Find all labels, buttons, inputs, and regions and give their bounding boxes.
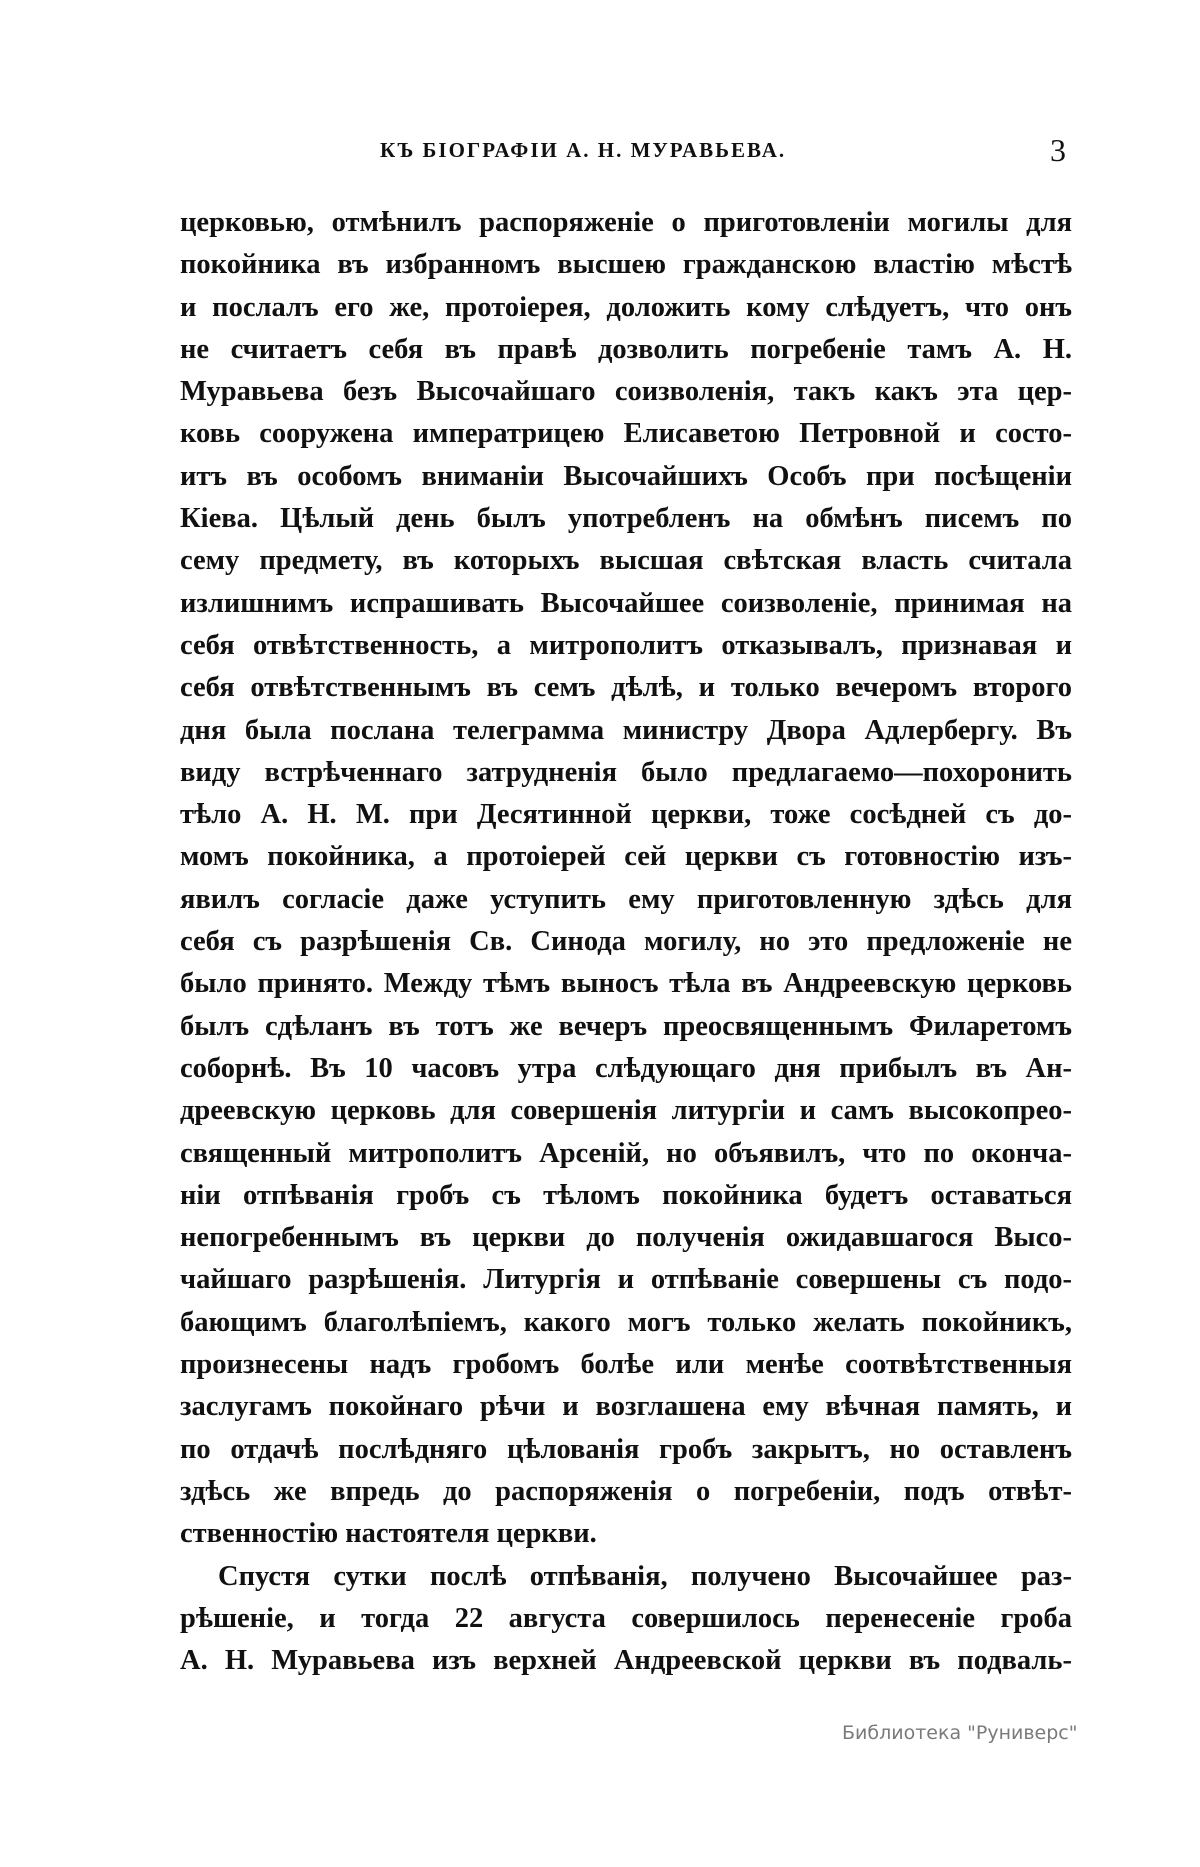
text-line: не считаетъ себя въ правѣ дозволить погребеніе тамъ А. Н. bbox=[180, 333, 1072, 365]
text-line: А. Н. Муравьева изъ верхней Андреевской церкви въ подваль- bbox=[180, 1645, 1072, 1677]
text-line: Муравьева безъ Высочайшаго соизволенія, такъ какъ эта цер- bbox=[180, 376, 1072, 408]
text-line: себя отвѣтственнымъ въ семъ дѣлѣ, и только вечеромъ второго bbox=[180, 672, 1072, 704]
text-line: чайшаго разрѣшенія. Литургія и отпѣваніе совершены съ подо- bbox=[180, 1264, 1072, 1296]
running-title: КЪ БІОГРАФІИ А. Н. МУРАВЬЕВА. bbox=[380, 138, 787, 162]
text-line: здѣсь же впредь до распоряженія о погребеніи, подъ отвѣт- bbox=[180, 1475, 1072, 1507]
text-line: излишнимъ испрашивать Высочайшее соизволеніе, принимая на bbox=[180, 587, 1072, 619]
text-line: тѣло А. Н. М. при Десятинной церкви, тоже сосѣдней съ до- bbox=[180, 799, 1072, 831]
library-watermark: Библиотека "Руниверс" bbox=[842, 1722, 1078, 1744]
text-line: сему предмету, въ которыхъ высшая свѣтская власть считала bbox=[180, 545, 1072, 577]
text-line: ковь сооружена императрицею Елисаветою Петровной и состо- bbox=[180, 418, 1072, 450]
text-line: непогребеннымъ въ церкви до полученія ожидавшагося Высо- bbox=[180, 1222, 1072, 1254]
text-line: по отдачѣ послѣдняго цѣлованія гробъ закрытъ, но оставленъ bbox=[180, 1433, 1072, 1465]
text-line: дреевскую церковь для совершенія литургіи и самъ высокопрео- bbox=[180, 1095, 1072, 1127]
text-line: и послалъ его же, протоіерея, доложить кому слѣдуетъ, что онъ bbox=[180, 291, 1072, 323]
text-line: рѣшеніе, и тогда 22 августа совершилось перенесеніе гроба bbox=[180, 1602, 1072, 1634]
text-line: себя отвѣтственность, а митрополитъ отказывалъ, признавая и bbox=[180, 629, 1072, 661]
text-line: дня была послана телеграмма министру Двора Адлербергу. Въ bbox=[180, 714, 1072, 746]
text-line: себя съ разрѣшенія Св. Синода могилу, но это предложеніе не bbox=[180, 926, 1072, 958]
text-line: произнесены надъ гробомъ болѣе или менѣе соотвѣтственныя bbox=[180, 1349, 1072, 1381]
page-header bbox=[180, 132, 1072, 172]
page-number: 3 bbox=[1050, 132, 1066, 168]
text-line: церковью, отмѣнилъ распоряженіе о приготовленіи могилы для bbox=[180, 207, 1072, 238]
text-line: ніи отпѣванія гробъ съ тѣломъ покойника будетъ оставаться bbox=[180, 1179, 1072, 1211]
text-line: соборнѣ. Въ 10 часовъ утра слѣдующаго дня прибылъ въ Ан- bbox=[180, 1052, 1072, 1084]
text-line: Спустя сутки послѣ отпѣванія, получено Высочайшее раз- bbox=[218, 1560, 1072, 1592]
text-line: бающимъ благолѣпіемъ, какого могъ только желать покойникъ, bbox=[180, 1306, 1072, 1338]
text-line: итъ въ особомъ вниманіи Высочайшихъ Особъ при посѣщеніи bbox=[180, 460, 1072, 492]
body-text bbox=[180, 202, 1072, 1682]
text-line: явилъ согласіе даже уступить ему приготовленную здѣсь для bbox=[180, 883, 1072, 915]
text-line: было принято. Между тѣмъ выносъ тѣла въ Андреевскую церковь bbox=[180, 968, 1072, 1000]
text-line: ственностію настоятеля церкви. bbox=[180, 1518, 597, 1550]
text-line: священный митрополитъ Арсеній, но объявилъ, что по оконча- bbox=[180, 1137, 1072, 1169]
text-line: Кіева. Цѣлый день былъ употребленъ на обмѣнъ писемъ по bbox=[180, 503, 1072, 535]
text-line: виду встрѣченнаго затрудненія было предлагаемо—похоронить bbox=[180, 756, 1072, 788]
text-line: момъ покойника, а протоіерей сей церкви съ готовностію изъ- bbox=[180, 841, 1072, 873]
text-line: покойника въ избранномъ высшею гражданскою властію мѣстѣ bbox=[180, 249, 1072, 281]
text-line: былъ сдѣланъ въ тотъ же вечеръ преосвященнымъ Филаретомъ bbox=[180, 1010, 1072, 1042]
text-line: заслугамъ покойнаго рѣчи и возглашена ему вѣчная память, и bbox=[180, 1391, 1072, 1423]
